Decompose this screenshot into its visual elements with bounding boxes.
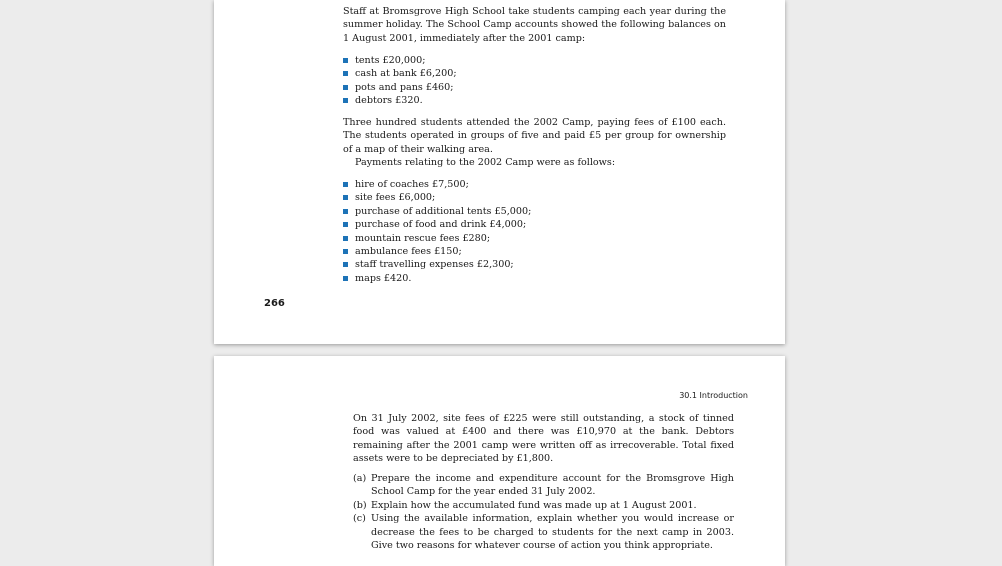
students-paragraph: Three hundred students attended the 2002 Camp, paying fees of £100 each. The students operated in groups of five and paid £5 per group for ownership of a map of their walking area. (343, 117, 726, 155)
closing-paragraph: On 31 July 2002, site fees of £225 were still outstanding, a stock of tinned food was valued at £400 and there was £10,970 at the bank. Debtors remaining after the 2001 camp were written off as irrecoverable. Total fixed assets were to be depreciated by £1,800. (353, 413, 734, 465)
question-item: (a) Prepare the income and expenditure account for the Bromsgrove High School Camp for the year ended 31 July 2002. (353, 473, 734, 498)
bullet-icon (343, 209, 348, 214)
list-item: tents £20,000; (343, 54, 457, 67)
bullet-icon (343, 85, 348, 90)
list-item: purchase of additional tents £5,000; (343, 205, 531, 218)
list-item: ambulance fees £150; (343, 245, 531, 258)
question-item: (b) Explain how the accumulated fund was made up at 1 August 2001. (353, 499, 697, 511)
list-item: maps £420. (343, 272, 531, 285)
intro-paragraph: Staff at Bromsgrove High School take students camping each year during the summer holiday. The School Camp accounts showed the following balances on 1 August 2001, immediately after the 2001 camp: (343, 6, 726, 44)
bullet-icon (343, 98, 348, 103)
bullet-icon (343, 236, 348, 241)
bullet-icon (343, 58, 348, 63)
page-number: 266 (264, 298, 285, 309)
bullet-icon (343, 249, 348, 254)
list-item: purchase of food and drink £4,000; (343, 218, 531, 231)
list-item: hire of coaches £7,500; (343, 178, 531, 191)
payments-intro: Payments relating to the 2002 Camp were as follows: (355, 157, 616, 168)
list-item: cash at bank £6,200; (343, 67, 457, 80)
bullet-icon (343, 262, 348, 267)
page-266 (214, 0, 785, 344)
bullet-icon (343, 222, 348, 227)
list-item: pots and pans £460; (343, 81, 457, 94)
bullet-icon (343, 195, 348, 200)
bullet-icon (343, 276, 348, 281)
question-label: (c) (353, 513, 366, 525)
bullet-icon (343, 182, 348, 187)
running-head: 30.1 Introduction (679, 391, 748, 400)
question-label: (b) (353, 499, 367, 511)
list-item: mountain rescue fees £280; (343, 232, 531, 245)
question-item: (c) Using the available information, explain whether you would increase or decrease the fees to be charged to students for the next camp in 2003. Give two reasons for whatever course of action you think appropriate. (353, 513, 734, 552)
page-next (214, 356, 785, 566)
balances-list (343, 54, 457, 108)
questions-list (353, 472, 734, 552)
payments-list (343, 178, 531, 285)
list-item: site fees £6,000; (343, 191, 531, 204)
question-label: (a) (353, 473, 367, 484)
list-item: staff travelling expenses £2,300; (343, 258, 531, 271)
bullet-icon (343, 71, 348, 76)
list-item: debtors £320. (343, 94, 457, 107)
